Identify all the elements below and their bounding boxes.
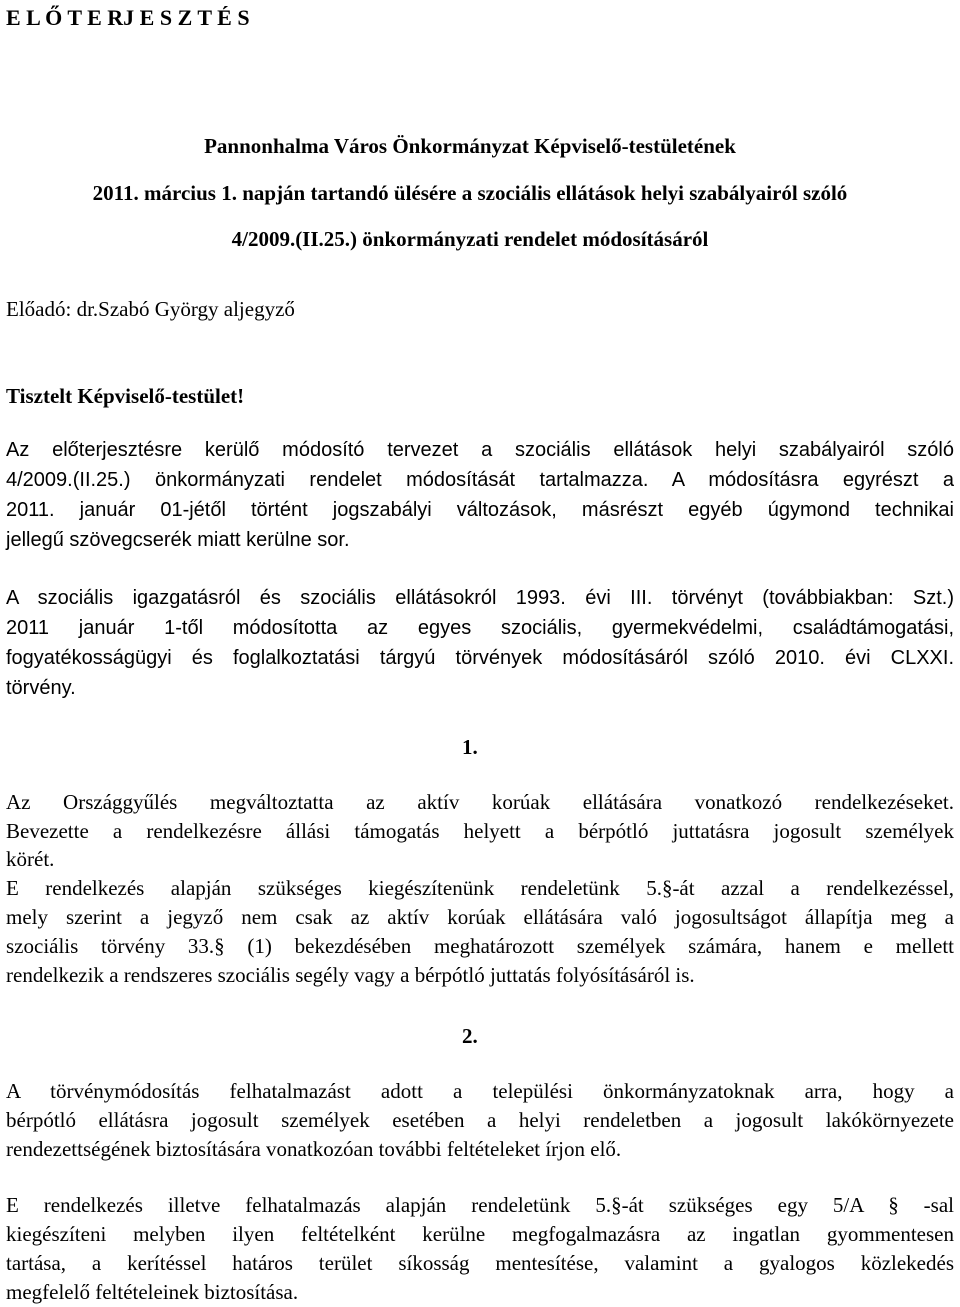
salutation: Tisztelt Képviselő-testület! (6, 384, 245, 408)
document-type-heading: E L Ő T E RJ E S Z T É S (6, 5, 250, 30)
title-line-2: 2011. március 1. napján tartandó ülésére a szociális ellátások helyi szabályairól szóló (92, 181, 848, 205)
section-1-number: 1. (462, 735, 478, 759)
section-1-para-1-line-3: körét. (6, 847, 55, 871)
section-2-para-2-line-1: E rendelkezés illetve felhatalmazás alapján rendeletünk 5.§-át szükséges egy 5/A § -sal (6, 1193, 954, 1217)
section-1-para-2-line-4: rendelkezik a rendszeres szociális segély vagy a bérpótló juttatás folyósításáról is. (6, 963, 695, 987)
intro-line-2: 4/2009.(II.25.) önkormányzati rendelet módosítását tartalmazza. A módosításra egyrészt a (6, 469, 954, 491)
intro-line-3: 2011. január 01-jétől történt jogszabályi változások, másrészt egyéb úgymond technikai (6, 499, 954, 521)
section-1-para-2-line-1: E rendelkezés alapján szükséges kiegészítenünk rendeletünk 5.§-át azzal a rendelkezéssel, (6, 876, 954, 900)
section-2-para-1-line-1: A törvénymódosítás felhatalmazást adott a települési önkormányzatoknak arra, hogy a (6, 1079, 954, 1103)
title-line-3: 4/2009.(II.25.) önkormányzati rendelet módosításáról (231, 227, 709, 251)
intro-line-1: Az előterjesztésre kerülő módosító tervezet a szociális ellátások helyi szabályairól szóló (6, 439, 954, 461)
section-1-para-2-line-2: mely szerint a jegyző nem csak az aktív korúak ellátására való jogosultságot állapítja meg a (6, 905, 954, 929)
law-para-line-1: A szociális igazgatásról és szociális ellátásokról 1993. évi III. törvényt (továbbiakban: Szt.) (6, 587, 954, 609)
law-para-line-2: 2011 január 1-től módosította az egyes szociális, gyermekvédelmi, családtámogatási, (6, 617, 954, 639)
presenter-line: Előadó: dr.Szabó György aljegyző (6, 297, 295, 321)
law-para-line-4: törvény. (6, 677, 76, 699)
title-line-1: Pannonhalma Város Önkormányzat Képviselő-testületének (204, 134, 736, 158)
section-2-number: 2. (462, 1024, 478, 1048)
section-2-para-2-line-2: kiegészíteni melyben ilyen feltételként kerülne megfogalmazásra az ingatlan gyommentesen (6, 1222, 954, 1246)
section-2-para-1-line-3: rendezettségének biztosítására vonatkozóan további feltételeket írjon elő. (6, 1137, 622, 1161)
section-2-para-2-line-3: tartása, a kerítéssel határos terület síkosság mentesítése, valamint a gyalogos közlekedés (6, 1251, 954, 1275)
section-1-para-2-line-3: szociális törvény 33.§ (1) bekezdésében meghatározott személyek számára, hanem e mellett (6, 934, 954, 958)
section-1-para-1-line-2: Bevezette a rendelkezésre állási támogatás helyett a bérpótló juttatásra jogosult személyek (6, 819, 954, 843)
section-2-para-1-line-2: bérpótló ellátásra jogosult személyek esetében a helyi rendeletben a jogosult lakókörnyezete (6, 1108, 954, 1132)
law-para-line-3: fogyatékosságügyi és foglalkoztatási tárgyú törvények módosításáról szóló 2010. évi CLXXI. (6, 647, 954, 669)
section-2-para-2-line-4: megfelelő feltételeinek biztosítása. (6, 1280, 299, 1304)
intro-line-4: jellegű szövegcserék miatt kerülne sor. (6, 529, 350, 551)
section-1-para-1-line-1: Az Országgyűlés megváltoztatta az aktív korúak ellátására vonatkozó rendelkezéseket. (6, 790, 954, 814)
